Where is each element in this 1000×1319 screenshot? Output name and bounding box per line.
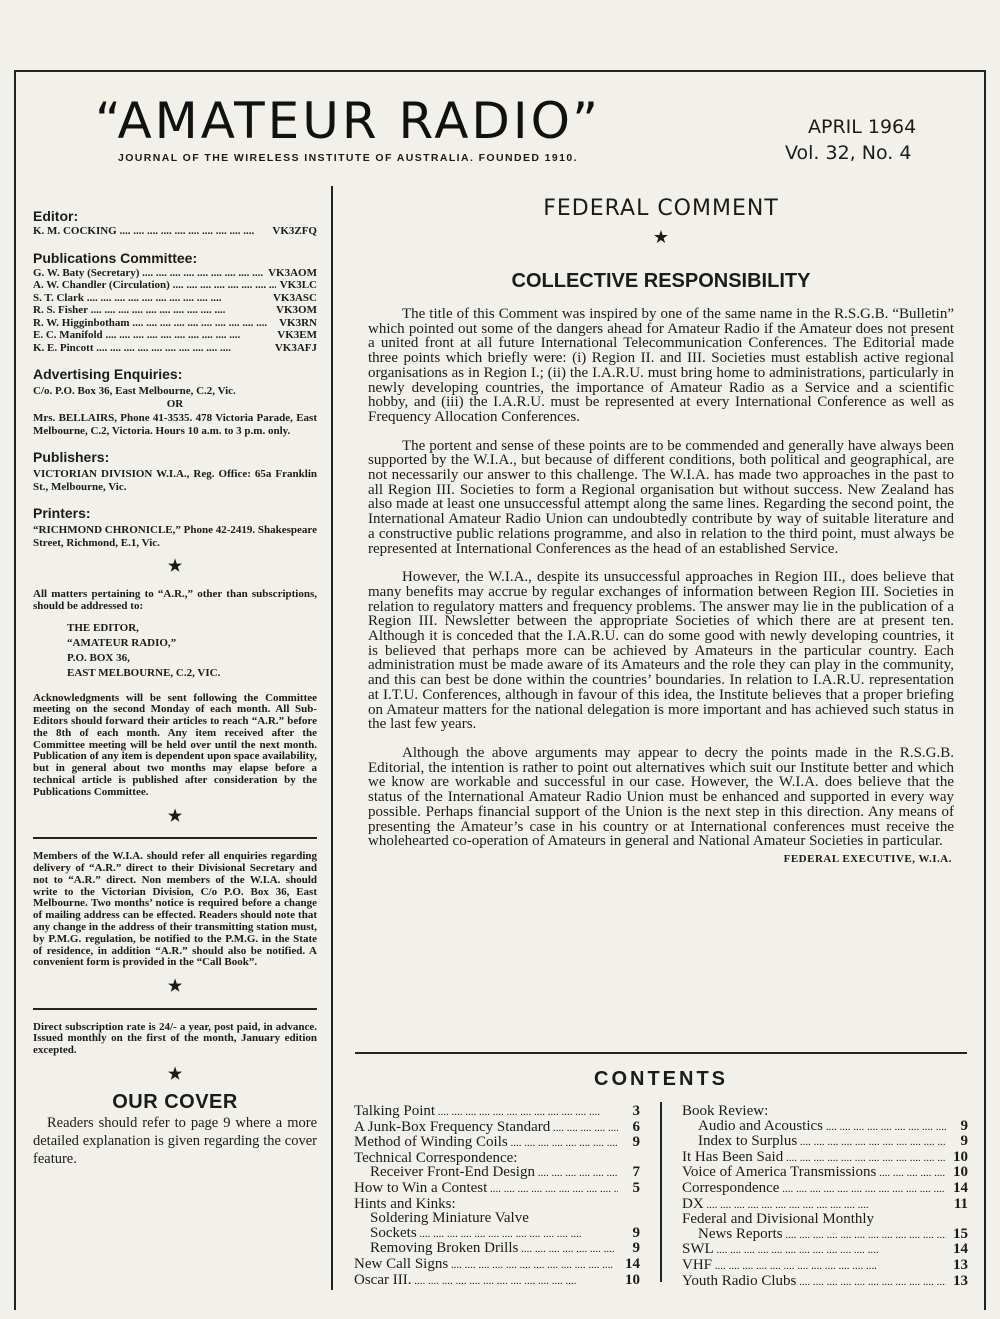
editor-address bbox=[67, 621, 317, 681]
article-paragraph: However, the W.I.A., despite its unsuccessful approaches in Region III., does believe that many benefits may accrue by regular exchanges of information between Region III. Societies in relation to regulatory matters and frequency problems. The answer may lie in the publication of a Region III. Newsletter between the appropriate Societies of which there are at present ten. Although it is conceded that the I.A.R.U. can do some good with newly developing countries, it is believed that perhaps more can be achieved by Amateurs in the particular country. Each administration must be made aware of its Amateurs and the role they can play in the community, and this can best be done within the countries’ boundaries. In relation to I.A.R.U. representation at I.T.U. Conferences, although in favour of this idea, the Institute believes that a proper briefing on Amateur matters for the national delegation is more important and has achieved such status in the last few years. bbox=[368, 569, 954, 733]
rule bbox=[33, 837, 317, 839]
contents-entry-title: A Junk-Box Frequency Standard .... bbox=[354, 1120, 618, 1136]
masthead-subtitle: JOURNAL OF THE WIRELESS INSTITUTE OF AUSTRALIA. FOUNDED 1910. bbox=[118, 152, 578, 164]
contents-entry-title: Removing Broken Drills .... bbox=[370, 1241, 618, 1257]
masthead-title: “AMATEUR RADIO” bbox=[95, 92, 602, 150]
committee-member-call: VK3EM bbox=[277, 329, 317, 341]
committee-member-name: A. W. Chandler (Circulation) .... bbox=[33, 279, 276, 292]
contents-entry-title: News Reports .... bbox=[698, 1227, 946, 1243]
contents-entry bbox=[354, 1165, 640, 1181]
advertising-text-2: Mrs. BELLAIRS, Phone 41-3535. 478 Victoria Parade, East Melbourne, C.2, Victoria. Hours 10 a.m. to 3 p.m. only. bbox=[33, 412, 317, 437]
committee-row bbox=[33, 292, 317, 305]
contents-entry-page: 9 bbox=[632, 1225, 640, 1241]
star-divider: ★ bbox=[167, 978, 183, 996]
contents-entry-title: Receiver Front-End Design .... bbox=[370, 1165, 618, 1181]
editor-name: K. M. COCKING .... bbox=[33, 225, 268, 238]
contents-entry-page: 6 bbox=[632, 1119, 640, 1135]
contents-entry-page: 11 bbox=[953, 1196, 968, 1212]
contents-entry bbox=[354, 1241, 640, 1257]
committee-member-call: VK3LC bbox=[279, 279, 317, 291]
our-cover-heading: OUR COVER bbox=[112, 1090, 238, 1113]
article-signature: FEDERAL EXECUTIVE, W.I.A. bbox=[783, 852, 952, 865]
contents-entry-title: Book Review: bbox=[682, 1103, 769, 1119]
contents-entry-title: Index to Surplus .... bbox=[698, 1134, 946, 1150]
star-divider: ★ bbox=[652, 227, 670, 247]
issue-date: APRIL 1964 bbox=[808, 116, 917, 138]
committee-row bbox=[33, 279, 317, 292]
masthead-column bbox=[33, 208, 317, 1168]
address-line: “AMATEUR RADIO,” bbox=[67, 636, 177, 649]
contents-entry bbox=[354, 1197, 640, 1212]
contents-entry-page: 9 bbox=[960, 1118, 968, 1134]
contents-entry-page: 14 bbox=[953, 1180, 968, 1196]
contents-entry bbox=[354, 1181, 640, 1197]
article-paragraph: Although the above arguments may appear to decry the points made in the R.S.G.B. Editorial, the intention is rather to point out alternatives which suit our Institute better and which we know are workable and successful in our case. However, the W.I.A. does believe that the status of the International Amateur Radio Union must be enhanced and supported in every way possible. Perhaps financial support of the Union is the next step in this direction. Any means of presenting the Amateur’s case in his country or at International conferences must receive the wholehearted co-operation of Amateurs in general and National Amateur Societies in particular. bbox=[368, 744, 954, 850]
our-cover-text: Readers should refer to page 9 where a more detailed explanation is given regarding the cover feature. bbox=[33, 1115, 317, 1168]
star-divider: ★ bbox=[167, 558, 183, 575]
committee-member-call: VK3OM bbox=[276, 304, 317, 316]
committee-member-name: K. E. Pincott .... bbox=[33, 342, 271, 355]
contents-entry-title: Oscar III. .... bbox=[354, 1273, 618, 1289]
contents-entry-page: 9 bbox=[960, 1134, 968, 1150]
contents-entry-page: 5 bbox=[632, 1180, 640, 1196]
contents-entry bbox=[354, 1211, 640, 1226]
contents-entry bbox=[682, 1197, 968, 1213]
editor-call: VK3ZFQ bbox=[272, 225, 317, 237]
committee-member-name: E. C. Manifold .... bbox=[33, 329, 273, 342]
contents-entry-title: Hints and Kinks: bbox=[354, 1195, 456, 1212]
contents-list-left bbox=[354, 1104, 640, 1288]
contents-entry-page: 14 bbox=[953, 1242, 968, 1258]
committee-row bbox=[33, 329, 317, 342]
contents-entry bbox=[682, 1119, 968, 1135]
address-line: EAST MELBOURNE, C.2, VIC. bbox=[67, 666, 221, 679]
contents-rule bbox=[355, 1052, 967, 1054]
star-divider: ★ bbox=[167, 1066, 183, 1084]
contents-entry-page: 9 bbox=[632, 1135, 640, 1151]
committee-member-name: R. W. Higginbotham .... bbox=[33, 317, 275, 330]
contents-entry-title: Federal and Divisional Monthly bbox=[682, 1211, 875, 1228]
federal-comment-heading: FEDERAL COMMENT bbox=[543, 196, 779, 221]
column-divider bbox=[331, 186, 333, 1290]
contents-entry bbox=[682, 1134, 968, 1150]
contents-entry bbox=[682, 1150, 968, 1166]
contents-entry-title: New Call Signs .... bbox=[354, 1257, 618, 1273]
contents-entry-title: Talking Point .... bbox=[354, 1104, 618, 1120]
star-divider: ★ bbox=[167, 807, 183, 825]
article-paragraph: The title of this Comment was inspired by one of the same name in the R.S.G.B. “Bulletin” which pointed out some of the dangers ahead for Amateur Radio if the Amateur does not present a united front at all future International Telecommunication Conferences. The Editorial made three points which briefly were: (i) Region II. and III. Societies must establish active regional organisations as in Region I.; (ii) the I.A.R.U. must bring home to administrations, particularly in newly developing countries, the importance of Amateur Radio as a Service and a scientific hobby, and (iii) the I.A.R.U. must be represented at every International Conference as well as Frequency Allocation Conferences. bbox=[368, 306, 954, 425]
contents-entry bbox=[682, 1181, 968, 1197]
contents-divider bbox=[660, 1102, 662, 1282]
contents-entry-page: 13 bbox=[953, 1257, 968, 1273]
contents-entry-page: 14 bbox=[625, 1256, 640, 1272]
address-line: P.O. BOX 36, bbox=[67, 651, 130, 664]
editor-heading: Editor: bbox=[33, 208, 79, 224]
matters-text: All matters pertaining to “A.R.,” other than subscriptions, should be addressed to: bbox=[33, 587, 317, 612]
contents-entry bbox=[354, 1273, 640, 1289]
advertising-heading: Advertising Enquiries: bbox=[33, 366, 183, 382]
contents-entry bbox=[682, 1227, 968, 1243]
contents-entry bbox=[354, 1120, 640, 1136]
advertising-or: OR bbox=[166, 397, 184, 410]
committee-row bbox=[33, 317, 317, 330]
printers-text: “RICHMOND CHRONICLE,” Phone 42-2419. Shakespeare Street, Richmond, E.1, Vic. bbox=[33, 524, 317, 549]
printers-heading: Printers: bbox=[33, 505, 91, 521]
contents-entry-title: Soldering Miniature Valve bbox=[370, 1210, 529, 1227]
committee-member-call: VK3RN bbox=[279, 316, 317, 329]
contents-entry-title: DX .... bbox=[682, 1197, 946, 1213]
contents-entry-title: Voice of America Transmissions .... bbox=[682, 1165, 946, 1181]
contents-entry bbox=[354, 1226, 640, 1242]
contents-entry-title: SWL .... bbox=[682, 1242, 946, 1258]
contents-entry bbox=[682, 1212, 968, 1227]
article-column bbox=[368, 196, 954, 865]
contents-entry-page: 3 bbox=[632, 1104, 640, 1119]
article-paragraph: The portent and sense of these points are to be commended and generally have always been supported by the W.I.A., but because of different conditions, both political and geographical, are not necessarily our answer to this challenge. The W.I.A. has made two approaches in the past to all Region III. Societies to form a Regional organisation but without success. New Zealand has also made at least one unsuccessful attempt along the same lines. Regarding the second point, the International Amateur Radio Union can undoubtedly contribute by way of suitable literature and a constructive public relations programme, and also in relation to the third point, must always be represented at International Conferences as the head of an established Service. bbox=[368, 437, 954, 557]
address-line: THE EDITOR, bbox=[67, 621, 139, 634]
contents-entry-title: Correspondence .... bbox=[682, 1181, 946, 1197]
contents-entry bbox=[354, 1151, 640, 1166]
rule bbox=[33, 1008, 317, 1010]
article-body bbox=[368, 307, 954, 849]
subscription-text: Direct subscription rate is 24/- a year, post paid, in advance. Issued monthly on the first of the month, January edition excepted. bbox=[33, 1020, 317, 1057]
publishers-text: VICTORIAN DIVISION W.I.A., Reg. Office: 65a Franklin St., Melbourne, Vic. bbox=[33, 468, 317, 493]
committee-member-name: R. S. Fisher .... bbox=[33, 304, 272, 317]
committee-row bbox=[33, 342, 317, 355]
contents-entry-title: It Has Been Said .... bbox=[682, 1150, 946, 1166]
contents-entry-page: 9 bbox=[632, 1241, 640, 1257]
committee-row bbox=[33, 267, 317, 280]
contents-entry bbox=[354, 1257, 640, 1273]
advertising-text-1: C/o. P.O. Box 36, East Melbourne, C.2, Vic. bbox=[33, 385, 236, 397]
contents-entry bbox=[682, 1274, 968, 1290]
committee-member-call: VK3ASC bbox=[272, 291, 317, 304]
contents-entry-page: 10 bbox=[953, 1165, 968, 1181]
editor-row bbox=[33, 225, 317, 238]
committee-member-call: VK3AFJ bbox=[274, 341, 317, 354]
contents-entry-title: Audio and Acoustics .... bbox=[698, 1119, 946, 1135]
contents-entry-page: 13 bbox=[953, 1273, 968, 1289]
contents-entry-title: Method of Winding Coils .... bbox=[354, 1135, 618, 1151]
contents-entry bbox=[682, 1104, 968, 1119]
article-title: COLLECTIVE RESPONSIBILITY bbox=[511, 270, 811, 292]
contents-entry-page: 10 bbox=[953, 1149, 968, 1165]
committee-list bbox=[33, 267, 317, 355]
committee-member-call: VK3AOM bbox=[268, 266, 317, 279]
contents-entry bbox=[354, 1135, 640, 1151]
committee-member-name: S. T. Clark .... bbox=[33, 292, 269, 305]
committee-row bbox=[33, 304, 317, 317]
publishers-heading: Publishers: bbox=[33, 449, 110, 465]
issue-volume: Vol. 32, No. 4 bbox=[785, 142, 912, 164]
contents-heading: CONTENTS bbox=[594, 1068, 728, 1090]
contents-list-right bbox=[682, 1104, 968, 1289]
contents-entry-title: How to Win a Contest .... bbox=[354, 1181, 618, 1197]
contents-entry-page: 15 bbox=[953, 1226, 968, 1242]
contents-entry-title: Technical Correspondence: bbox=[354, 1149, 518, 1166]
contents-entry-page: 7 bbox=[632, 1165, 640, 1181]
contents-entry bbox=[682, 1258, 968, 1274]
committee-heading: Publications Committee: bbox=[33, 249, 198, 266]
contents-entry bbox=[682, 1165, 968, 1181]
contents-entry-title: VHF .... bbox=[682, 1258, 946, 1274]
acknowledgments-text: Acknowledgments will be sent following the Committee meeting on the second Monday of each month. All Sub-Editors should forward their articles to reach “A.R.” before the 8th of each month. Any item received after the Committee meeting will be held over until the next month. Publication of any item is dependent upon space availability, but in general about two months may elapse before a technical article is published after consideration by the Publications Committee. bbox=[33, 691, 317, 798]
committee-member-name: G. W. Baty (Secretary) .... bbox=[33, 267, 264, 280]
contents-entry-title: Youth Radio Clubs .... bbox=[682, 1274, 946, 1290]
contents-entry bbox=[682, 1242, 968, 1258]
contents-entry-title: Sockets .... bbox=[370, 1226, 618, 1242]
members-text: Members of the W.I.A. should refer all enquiries regarding delivery of “A.R.” direct to their Divisional Secretary and not to “A.R.” direct. Non members of the W.I.A. should write to the Victorian Division, C/o P.O. Box 36, East Melbourne. Two months’ notice is required before a change of mailing address can be effected. Readers should note that any change in the address of their transmitting station must, by P.M.G. regulation, be notified to the P.M.G. in the State of residence, in addition “A.R.” should also be notified. A convenient form is provided in the “Call Book”. bbox=[33, 850, 317, 969]
contents-entry-page: 10 bbox=[625, 1272, 640, 1288]
contents-entry bbox=[354, 1104, 640, 1120]
